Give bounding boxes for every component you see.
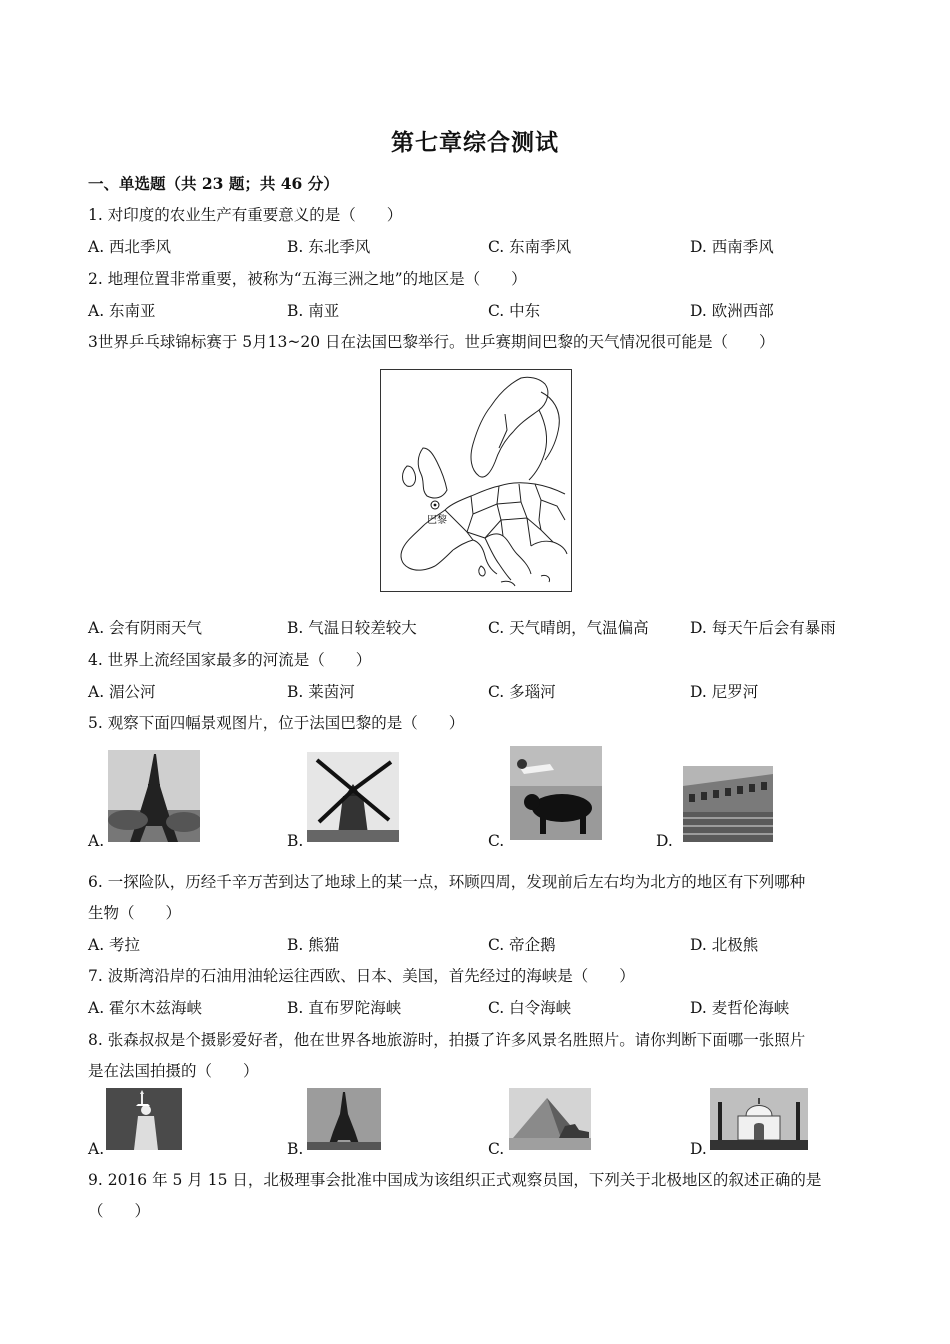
colosseum-photo[interactable] (683, 766, 773, 842)
q4-option-a[interactable]: A. 湄公河 (88, 683, 156, 701)
question-7-stem: 7. 波斯湾沿岸的石油用油轮运往西欧、日本、美国，首先经过的海峡是（ ） (88, 967, 635, 985)
question-8-stem-line-2: 是在法国拍摄的（ ） (88, 1062, 259, 1080)
q5-option-c[interactable]: C. (488, 832, 505, 850)
windmill-photo[interactable] (307, 752, 399, 842)
question-2-stem: 2. 地理位置非常重要，被称为“五海三洲之地”的地区是（ ） (88, 270, 527, 288)
europe-map-icon (381, 370, 571, 591)
q4-option-d[interactable]: D. 尼罗河 (690, 683, 759, 701)
q1-option-d[interactable]: D. 西南季风 (690, 238, 774, 256)
question-9-stem-line-1: 9. 2016 年 5 月 15 日，北极理事会批准中国成为该组织正式观察员国，下列关于北极地区的叙述正确的是 (88, 1171, 822, 1189)
question-8-stem-line-1: 8. 张森叔叔是个摄影爱好者，他在世界各地旅游时，拍摄了许多风景名胜照片。请你判断下面哪一张照片 (88, 1031, 806, 1049)
paris-label: 巴黎 (427, 515, 447, 526)
q3-option-a[interactable]: A. 会有阴雨天气 (88, 619, 203, 637)
pyramid-sphinx-photo[interactable] (509, 1088, 591, 1150)
taj-mahal-photo[interactable] (710, 1088, 808, 1150)
q2-option-a[interactable]: A. 东南亚 (88, 302, 156, 320)
question-1-stem: 1. 对印度的农业生产有重要意义的是（ ） (88, 206, 403, 224)
eiffel-tower-photo-2[interactable] (307, 1088, 381, 1150)
question-4-stem: 4. 世界上流经国家最多的河流是（ ） (88, 651, 372, 669)
question-5-stem: 5. 观察下面四幅景观图片，位于法国巴黎的是（ ） (88, 714, 465, 732)
europe-map (380, 369, 572, 592)
q8-option-a[interactable]: A. (88, 1140, 105, 1158)
q2-option-d[interactable]: D. 欧洲西部 (690, 302, 774, 320)
q7-option-d[interactable]: D. 麦哲伦海峡 (690, 999, 790, 1017)
q3-option-b[interactable]: B. 气温日较差较大 (287, 619, 417, 637)
q7-option-b[interactable]: B. 直布罗陀海峡 (287, 999, 402, 1017)
statue-of-liberty-photo[interactable] (106, 1088, 182, 1150)
q1-option-b[interactable]: B. 东北季风 (287, 238, 371, 256)
q6-option-a[interactable]: A. 考拉 (88, 936, 141, 954)
q8-option-c[interactable]: C. (488, 1140, 505, 1158)
q7-option-c[interactable]: C. 白令海峡 (488, 999, 572, 1017)
q7-option-a[interactable]: A. 霍尔木兹海峡 (88, 999, 203, 1017)
section-heading: 一、单选题（共 23 题；共 46 分） (88, 174, 339, 193)
question-9-stem-line-2: （ ） (88, 1202, 151, 1220)
q5-option-d[interactable]: D. (656, 832, 673, 850)
page-title: 第七章综合测试 (391, 129, 559, 156)
q4-option-b[interactable]: B. 莱茵河 (287, 683, 355, 701)
q3-option-d[interactable]: D. 每天午后会有暴雨 (690, 619, 836, 637)
question-6-stem-line-2: 生物（ ） (88, 904, 182, 922)
q3-option-c[interactable]: C. 天气晴朗，气温偏高 (488, 619, 649, 637)
q6-option-c[interactable]: C. 帝企鹅 (488, 936, 556, 954)
q5-option-b[interactable]: B. (287, 832, 304, 850)
eiffel-tower-photo[interactable] (108, 750, 200, 842)
q1-option-c[interactable]: C. 东南季风 (488, 238, 572, 256)
q5-option-a[interactable]: A. (88, 832, 105, 850)
bullfight-photo[interactable] (510, 746, 602, 840)
question-3-stem: 3世界乒乓球锦标赛于 5月13~20 日在法国巴黎举行。世乒赛期间巴黎的天气情况很可能是（ ） (88, 333, 775, 351)
q8-option-d[interactable]: D. (690, 1140, 707, 1158)
q6-option-d[interactable]: D. 北极熊 (690, 936, 759, 954)
q4-option-c[interactable]: C. 多瑙河 (488, 683, 556, 701)
q8-option-b[interactable]: B. (287, 1140, 304, 1158)
q6-option-b[interactable]: B. 熊猫 (287, 936, 340, 954)
question-6-stem-line-1: 6. 一探险队，历经千辛万苦到达了地球上的某一点，环顾四周，发现前后左右均为北方的地区有下列哪种 (88, 873, 806, 891)
q2-option-c[interactable]: C. 中东 (488, 302, 541, 320)
q2-option-b[interactable]: B. 南亚 (287, 302, 340, 320)
q1-option-a[interactable]: A. 西北季风 (88, 238, 172, 256)
